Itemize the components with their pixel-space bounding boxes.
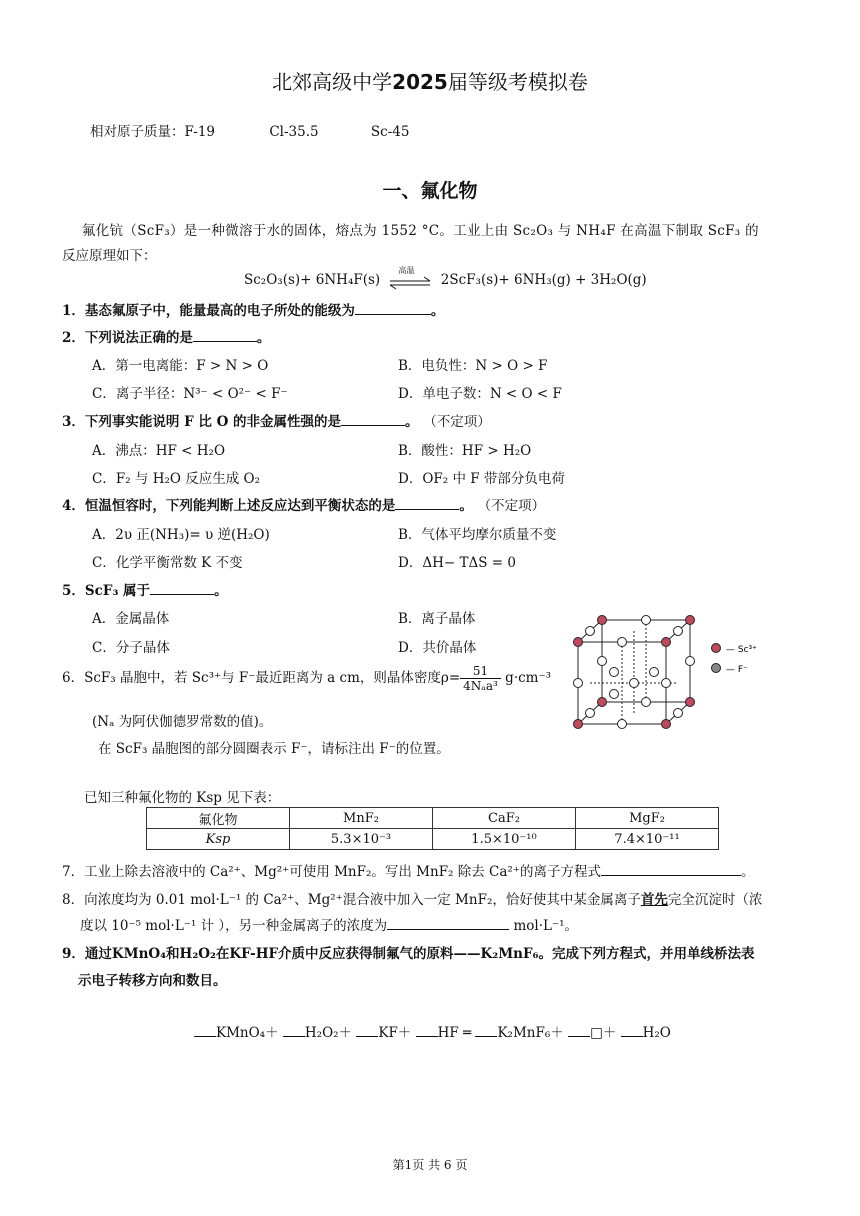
q6-note: (Nₐ 为阿伏伽德罗常数的值)。 — [92, 714, 273, 730]
table-cell: 氟化物 — [147, 808, 290, 829]
coef-blank[interactable] — [194, 1025, 216, 1037]
coef-blank[interactable] — [475, 1025, 497, 1037]
question-1: 1．基态氟原子中，能量最高的电子所处的能级为 。 — [62, 303, 445, 319]
q3-option-b: B．酸性：HF > H₂O — [398, 443, 532, 459]
page-title: 北郊高级中学2025届等级考模拟卷 — [272, 70, 588, 94]
question-3: 3．下列事实能说明 F 比 O 的非金属性强的是 。 （不定项） — [62, 414, 491, 430]
question-4: 4．恒温恒容时，下列能判断上述反应达到平衡状态的是 。 （不定项） — [62, 498, 546, 514]
q5-option-b: B．离子晶体 — [398, 611, 476, 627]
question-8-cont: 度以 10⁻⁵ mol·L⁻¹ 计 ），另一种金属离子的浓度为 mol·L⁻¹。 — [80, 918, 579, 934]
atomic-mass-line: 相对原子质量：F-19 Cl-35.5 Sc-45 — [90, 124, 410, 140]
table-cell: 5.3×10⁻³ — [290, 829, 433, 850]
q5-option-c: C．分子晶体 — [92, 640, 170, 656]
question-6: 6．ScF₃ 晶胞中，若 Sc³⁺与 F⁻最近距离为 a cm，则晶体密度ρ= $\frac{51}{\text{4Nₐa³}}$ g·cm⁻³ — [62, 664, 552, 693]
ksp-table — [146, 807, 719, 850]
table-cell: MgF₂ — [576, 808, 719, 829]
answer-blank[interactable] — [601, 864, 741, 876]
q4-option-b: B．气体平均摩尔质量不变 — [398, 527, 557, 543]
coef-blank[interactable] — [621, 1025, 643, 1037]
page-footer: 第1页 共 6 页 — [392, 1158, 468, 1172]
f-legend-icon — [712, 664, 721, 673]
question-9: 9．通过KMnO₄和H₂O₂在KF-HF介质中反应获得制氟气的原料——K₂MnF₆。完成下列方程式，并用单线桥法表 — [62, 946, 755, 962]
table-cell: MnF₂ — [290, 808, 433, 829]
section-heading: 一、氟化物 — [382, 180, 478, 202]
q3-option-d: D．OF₂ 中 F 带部分负电荷 — [398, 471, 565, 487]
crystal-cell-diagram — [570, 612, 830, 732]
q9-equation: KMnO₄＋ H₂O₂＋ KF＋ HF ═ K₂MnF₆＋ □＋ H₂O — [194, 1021, 671, 1041]
coef-blank[interactable] — [283, 1025, 305, 1037]
q3-option-c: C．F₂ 与 H₂O 反应生成 O₂ — [92, 471, 261, 487]
table-cell: 7.4×10⁻¹¹ — [576, 829, 719, 850]
question-8: 8．向浓度均为 0.01 mol·L⁻¹ 的 Ca²⁺、Mg²⁺混合液中加入一定 MnF₂，恰好使其中某金属离子首先完全沉淀时（浓 — [62, 892, 763, 908]
q4-option-d: D．ΔH− TΔS = 0 — [398, 555, 516, 571]
density-fraction: $\frac{51}{\text{4Nₐa³}}$ — [460, 664, 501, 693]
sc-legend-icon — [712, 644, 721, 653]
q3-option-a: A．沸点：HF < H₂O — [92, 443, 226, 459]
q2-option-c: C．离子半径：N³⁻ < O²⁻ < F⁻ — [92, 386, 288, 402]
answer-blank[interactable] — [193, 330, 257, 342]
sc-legend-label: — Sc³⁺ — [726, 645, 757, 655]
q5-option-a: A．金属晶体 — [92, 611, 170, 627]
q5-option-d: D．共价晶体 — [398, 640, 477, 656]
question-7: 7．工业上除去溶液中的 Ca²⁺、Mg²⁺可使用 MnF₂。写出 MnF₂ 除去 Ca²⁺的离子方程式 。 — [62, 864, 755, 880]
q2-option-a: A．第一电离能：F > N > O — [92, 358, 269, 374]
coef-blank[interactable] — [356, 1025, 378, 1037]
question-9-cont: 示电子转移方向和数目。 — [78, 973, 227, 989]
answer-blank[interactable] — [355, 303, 431, 315]
q6-instruction: 在 ScF₃ 晶胞图的部分圆圈表示 F⁻，请标注出 F⁻的位置。 — [98, 741, 450, 757]
q4-option-a: A．2υ 正(NH₃)= υ 逆(H₂O) — [92, 527, 270, 543]
q4-option-c: C．化学平衡常数 K 不变 — [92, 555, 243, 571]
coef-blank[interactable] — [568, 1025, 590, 1037]
equilibrium-arrow-icon: 高温 — [388, 274, 432, 288]
f-legend-label: — F⁻ — [726, 665, 748, 675]
intro-line-1: 氟化钪（ScF₃）是一种微溶于水的固体，熔点为 1552 °C。工业上由 Sc₂O₃ 与 NH₄F 在高温下制取 ScF₃ 的 — [82, 223, 759, 239]
table-row — [147, 808, 719, 829]
table-row — [147, 829, 719, 850]
ksp-intro: 已知三种氟化物的 Ksp 见下表： — [84, 790, 281, 806]
coef-blank[interactable] — [416, 1025, 438, 1037]
answer-blank[interactable] — [387, 918, 509, 930]
question-2: 2．下列说法正确的是 。 — [62, 330, 271, 346]
intro-line-2: 反应原理如下： — [62, 248, 157, 264]
table-cell: CaF₂ — [433, 808, 576, 829]
table-cell: Ksp — [147, 829, 290, 850]
answer-blank[interactable] — [150, 583, 214, 595]
q2-option-b: B．电负性：N > O > F — [398, 358, 548, 374]
answer-blank[interactable] — [395, 498, 459, 510]
question-5: 5．ScF₃ 属于 。 — [62, 583, 228, 599]
answer-blank[interactable] — [341, 414, 405, 426]
reaction-equation: Sc₂O₃(s)+ 6NH₄F(s) 高温 2ScF₃(s)+ 6NH₃(g) + 3H₂O(g) — [244, 265, 647, 288]
q2-option-d: D．单电子数：N < O < F — [398, 386, 562, 402]
table-cell: 1.5×10⁻¹⁰ — [433, 829, 576, 850]
